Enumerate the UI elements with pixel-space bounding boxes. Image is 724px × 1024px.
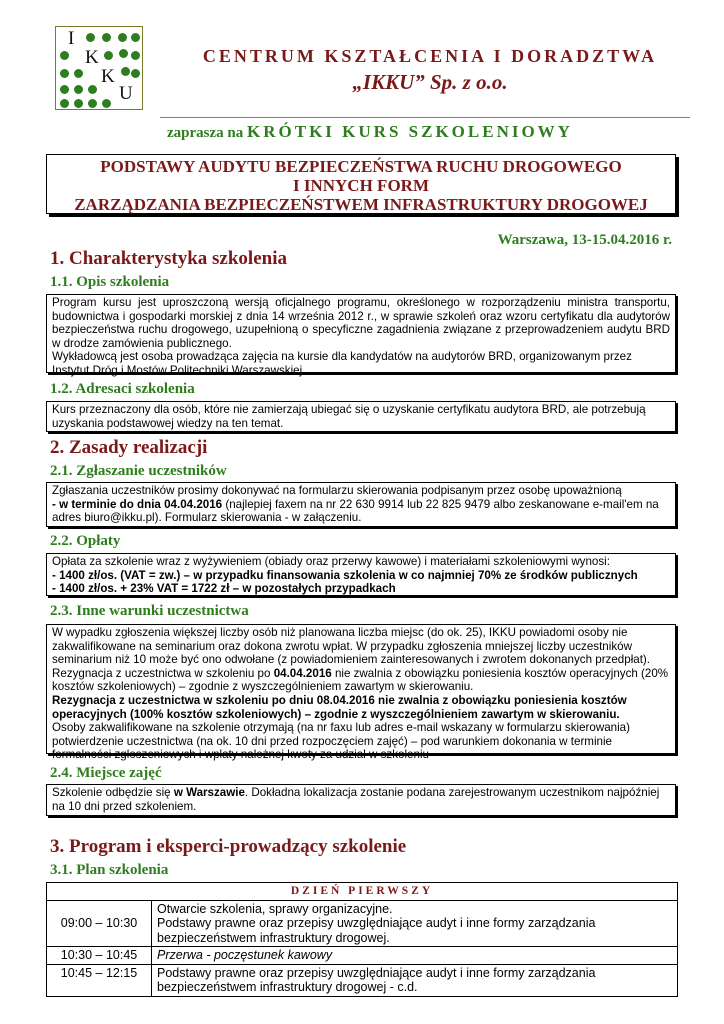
section-1-1-box xyxy=(46,294,676,377)
day-label: DZIEŃ PIERWSZY xyxy=(47,883,678,901)
section-2-2-heading: 2.2. Opłaty xyxy=(50,533,121,549)
table-row xyxy=(47,947,678,965)
org-name: CENTRUM KSZTAŁCENIA I DORADZTWA xyxy=(202,46,658,66)
row-line: Otwarcie szkolenia, sprawy organizacyjne. xyxy=(157,901,393,916)
section-1-heading: 1. Charakterystyka szkolenia xyxy=(50,248,287,269)
section-2-1-l2 xyxy=(52,498,670,525)
section-1-1-heading: 1.1. Opis szkolenia xyxy=(50,274,170,290)
section-2-1-box xyxy=(46,482,676,527)
invite-prefix: zaprasza na xyxy=(167,125,244,141)
place-date: Warszawa, 13-15.04.2016 r. xyxy=(497,232,672,248)
section-2-2-box xyxy=(46,553,676,596)
day-header-row xyxy=(47,883,678,901)
section-2-4-heading: 2.4. Miejsce zajęć xyxy=(50,765,162,781)
section-2-1-heading: 2.1. Zgłaszanie uczestników xyxy=(50,463,227,479)
section-1-2-p1: Kurs przeznaczony dla osób, które nie zamierzają ubiegać się o uzyskanie certyfikatu audytora BRD, ale potrzebują uzyskania podstawowej wiedzy na ten temat. xyxy=(52,403,646,430)
header-divider xyxy=(160,117,690,118)
section-2-3-p2 xyxy=(52,667,670,694)
course-title-line2: I INNYCH FORM xyxy=(293,176,429,195)
ikku-logo xyxy=(55,26,143,110)
section-2-3-heading: 2.3. Inne warunki uczestnictwa xyxy=(50,603,249,619)
section-1-2-heading: 1.2. Adresaci szkolenia xyxy=(50,381,195,397)
section-2-2-l3: - 1400 zł/os. + 23% VAT = 1722 zł – w pozostałych przypadkach xyxy=(52,582,396,596)
p24-place: w Warszawie xyxy=(173,786,245,799)
p2-date: 04.04.2016 xyxy=(273,666,332,680)
section-2-2-l2: - 1400 zł/os. (VAT = zw.) – w przypadku finansowania szkolenia w co najmniej 70% ze środków publicznych xyxy=(52,568,638,582)
section-2-3-p1: W wypadku zgłoszenia większej liczby osób niż planowana liczba miejsc (do ok. 25), IKKU powiadomi osoby nie zakwalifikowane na seminarium oraz dokona zwrotu wpłat. W przypadku zgłoszenia mniejszej liczby uczestników seminarium niż 10 może być ono odwołane (z powiadomieniem zainteresowanych i zwrotem dokonanych przedpłat). xyxy=(52,626,651,667)
invite-course-type: KRÓTKI KURS SZKOLENIOWY xyxy=(247,122,573,141)
row-time: 10:45 – 12:15 xyxy=(47,964,152,996)
logo-letter-u: U xyxy=(119,83,133,104)
table-row xyxy=(47,964,678,996)
p2-a: Rezygnacja z uczestnictwa w szkoleniu po xyxy=(52,666,274,680)
row-time: 09:00 – 10:30 xyxy=(47,900,152,947)
section-1-2-box xyxy=(46,401,676,432)
row-content: Przerwa - poczęstunek kawowy xyxy=(152,947,678,965)
p24-a: Szkolenie odbędzie się xyxy=(52,786,174,799)
section-3-1-heading: 3.1. Plan szkolenia xyxy=(50,862,169,878)
section-2-4-p1 xyxy=(52,786,670,813)
section-3-heading: 3. Program i eksperci-prowadzący szkolenie xyxy=(50,836,407,857)
course-title-line1: PODSTAWY AUDYTU BEZPIECZEŃSTWA RUCHU DROGOWEGO xyxy=(100,157,622,176)
section-2-3-p4: Osoby zakwalifikowane na szkolenie otrzymają (na nr faxu lub adres e-mail wskazany w formularzu skierowania) potwierdzenie uczestnictwa (na ok. 10 dni przed rozpoczęciem zajęć) – pod warunkiem dokonania w terminie formalności zgłoszeniowych i wpłaty należnej kwoty za udział w szkoleniu xyxy=(52,721,630,762)
course-title-box xyxy=(46,154,676,214)
row-time: 10:30 – 10:45 xyxy=(47,947,152,965)
section-1-1-p2: Wykładowcą jest osoba prowadząca zajęcia na kursie dla kandydatów na audytorów BRD, organizowanym przez Instytut Dróg i Mostów Politechniki Warszawskiej. xyxy=(52,350,632,377)
row-line: Podstawy prawne oraz przepisy uwzględniające audyt i inne formy zarządzania bezpieczeństwem infrastruktury drogowej. xyxy=(157,916,596,945)
row-content xyxy=(152,900,678,947)
training-plan-table xyxy=(46,882,678,997)
logo-letter-i: I xyxy=(68,28,75,49)
section-2-2-l1: Opłata za szkolenie wraz z wyżywieniem (obiady oraz przerwy kawowe) i materiałami szkoleniowymi wynosi: xyxy=(52,555,610,568)
section-2-3-box xyxy=(46,624,676,762)
row-content: Podstawy prawne oraz przepisy uwzględniające audyt i inne formy zarządzania bezpieczeństwem infrastruktury drogowej - c.d. xyxy=(152,964,678,996)
org-company: „IKKU” Sp. z o.o. xyxy=(352,70,508,94)
section-2-heading: 2. Zasady realizacji xyxy=(50,437,208,458)
deadline-rest: (najlepiej faxem na nr 22 630 9914 lub 22 825 9479 albo zeskanowane e-mail'em na adres biuro@ikku.pl). Formularz skierowania - w załączeniu. xyxy=(52,497,659,525)
p24-c: . Dokładna lokalizacja zostanie podana zarejestrowanym uczestnikom najpóźniej na 10 dni przed szkoleniem. xyxy=(52,786,660,813)
p2-c: nie zwalnia z obowiązku poniesienia kosztów operacyjnych (20% kosztów szkoleniowych) – zgodnie z wyszczególnieniem zawartym w skierowaniu. xyxy=(52,666,669,694)
section-2-1-l1: Zgłaszania uczestników prosimy dokonywać na formularzu skierowania podpisanym przez osobę upoważnioną xyxy=(52,484,622,497)
section-2-4-box xyxy=(46,784,676,816)
table-row xyxy=(47,900,678,947)
section-1-1-p1: Program kursu jest uproszczoną wersją oficjalnego programu, określonego w rozporządzeniu ministra transportu, budownictwa i gospodarki morskiej z dnia 14 września 2012 r., w sprawie szkoleń oraz wzoru certyfikatu dla audytorów bezpieczeństwa ruchu drogowego, uzupełnioną o specyficzne zagadnienia związane z przeprowadzeniem audytu BRD w drodze zamówienia publicznego. xyxy=(52,296,670,350)
course-title-line3: ZARZĄDZANIA BEZPIECZEŃSTWEM INFRASTRUKTURY DROGOWEJ xyxy=(74,195,648,214)
deadline-bold: - w terminie do dnia 04.04.2016 xyxy=(52,497,223,511)
logo-letter-k2: K xyxy=(101,66,115,87)
invite-line xyxy=(50,122,690,142)
logo-letter-k1: K xyxy=(85,47,99,68)
section-2-3-p3: Rezygnacja z uczestnictwa w szkoleniu po dniu 08.04.2016 nie zwalnia z obowiązku poniesienia kosztów operacyjnych (100% kosztów szkoleniowych) – zgodnie z wyszczególnieniem zawartym w skierowaniu. xyxy=(52,693,627,721)
